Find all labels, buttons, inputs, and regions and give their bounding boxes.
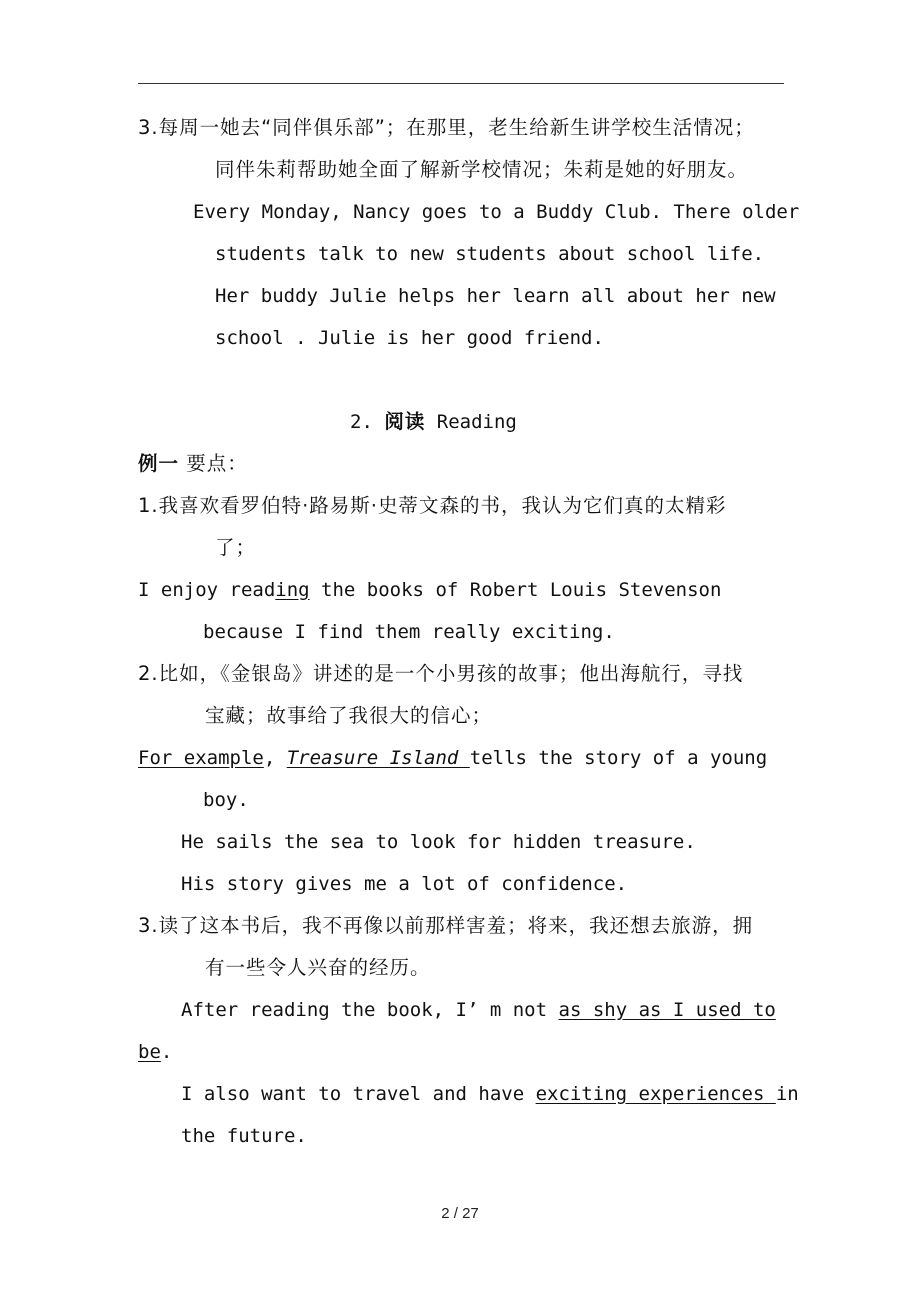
p3-en-1b: as shy as I used to bbox=[558, 999, 776, 1021]
p3-en-line3 bbox=[181, 1080, 799, 1108]
p2-en-1d: tells the story of a young bbox=[469, 747, 768, 769]
point3-en-line4: school . Julie is her good friend. bbox=[215, 327, 604, 349]
p1-en-1c: the books of Robert Louis Stevenson bbox=[309, 579, 722, 601]
p3-zh-line1: 3.读了这本书后，我不再像以前那样害羞；将来，我还想去旅游，拥 bbox=[138, 914, 754, 937]
section-heading bbox=[350, 408, 517, 436]
p3-en-3c: in bbox=[775, 1083, 799, 1105]
example-label-line bbox=[138, 450, 248, 478]
p2-zh-line2: 宝藏；故事给了我很大的信心； bbox=[205, 704, 493, 727]
heading-number: 2. bbox=[350, 411, 385, 433]
p2-en-line4: His story gives me a lot of confidence. bbox=[181, 873, 628, 895]
p2-en-1b: , bbox=[263, 747, 287, 769]
p2-en-1c: Treasure Island bbox=[286, 747, 470, 769]
p1-en-1a: I enjoy read bbox=[138, 579, 276, 601]
points-label: 要点： bbox=[179, 452, 248, 475]
heading-en: Reading bbox=[425, 411, 517, 433]
header-rule bbox=[138, 83, 784, 84]
p1-en-line1 bbox=[138, 576, 721, 604]
example-label: 例一 bbox=[138, 452, 180, 475]
p3-zh-line2: 有一些令人兴奋的经历。 bbox=[205, 956, 431, 979]
p3-en-line2 bbox=[138, 1038, 172, 1066]
p2-en-line2: boy. bbox=[203, 789, 249, 811]
p2-en-line3: He sails the sea to look for hidden treasure. bbox=[181, 831, 696, 853]
p3-en-3a: I also want to travel and have bbox=[181, 1083, 536, 1105]
p2-en-1a: For example bbox=[138, 747, 264, 769]
point3-en-line1: Every Monday, Nancy goes to a Buddy Club. There older bbox=[193, 201, 800, 223]
p2-zh-line1: 2.比如，《金银岛》讲述的是一个小男孩的故事；他出海航行，寻找 bbox=[138, 662, 744, 685]
p3-en-line4: the future. bbox=[181, 1125, 307, 1147]
point3-zh-line1: 3.每周一她去“同伴俱乐部”；在那里，老生给新生讲学校生活情况； bbox=[138, 116, 755, 139]
p1-zh-line2: 了； bbox=[215, 536, 257, 559]
point3-zh-line2: 同伴朱莉帮助她全面了解新学校情况；朱莉是她的好朋友。 bbox=[215, 158, 749, 181]
p1-en-line2: because I find them really exciting. bbox=[203, 621, 615, 643]
p3-en-1a: After reading the book, I’ m not bbox=[181, 999, 559, 1021]
heading-zh: 阅读 bbox=[384, 410, 426, 433]
point3-en-line2: students talk to new students about school life. bbox=[215, 243, 765, 265]
p2-en-line1 bbox=[138, 744, 767, 772]
page-number: 2 / 27 bbox=[441, 1205, 479, 1222]
p3-en-line1 bbox=[181, 996, 776, 1024]
p1-zh-line1: 1.我喜欢看罗伯特·路易斯·史蒂文森的书，我认为它们真的太精彩 bbox=[138, 494, 727, 517]
point3-en-line3: Her buddy Julie helps her learn all about her new bbox=[215, 285, 776, 307]
p1-en-1b: ing bbox=[275, 579, 310, 601]
p3-en-2a: be bbox=[138, 1041, 161, 1063]
p3-en-3b: exciting experiences bbox=[535, 1083, 776, 1105]
p3-en-2b: . bbox=[160, 1041, 173, 1063]
